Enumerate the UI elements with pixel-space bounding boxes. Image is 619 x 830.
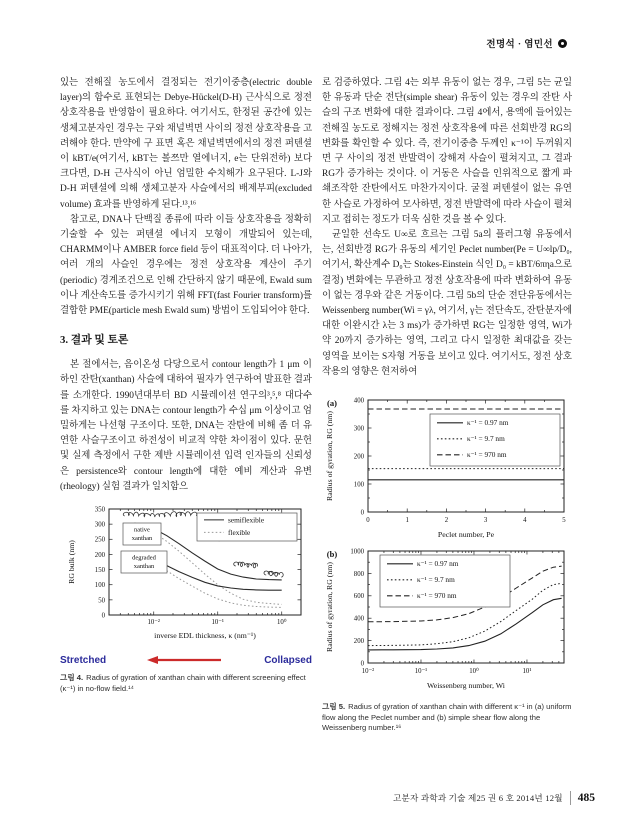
header-authors: 전명석 · 염민선: [486, 40, 553, 50]
figure-4-chart: [61, 503, 311, 653]
svg-text:10⁻²: 10⁻²: [361, 668, 375, 676]
svg-text:400: 400: [353, 397, 364, 405]
page-footer: [393, 791, 595, 805]
polymer-chain-sketch: [264, 571, 283, 577]
page-header: [486, 36, 567, 50]
footer-journal-info: 고분자 과학과 기술 제25 권 6 호 2014년 12월: [392, 793, 563, 803]
figure-4-caption-text: Radius of gyration of xanthan chain with different screening effect (κ⁻¹) in no-flow field.¹⁴: [60, 673, 306, 693]
svg-text:50: 50: [98, 597, 105, 605]
figure-5-caption: [322, 702, 572, 734]
footer-divider: [570, 791, 571, 805]
paragraph-fig4-discussion: 로 검증하였다. 그림 4는 외부 유동이 없는 경우, 그림 5는 균일한 유동과 단순 전단(simple shear) 유동이 있는 경우의 잔탄 사슬의 구조 변화에 대한 결과이다. 그림 4에서, 용액에 들어있는 전해질 농도로 정해지는 정전 상호작용에 따른 선회반경 RG의 변화를 확인할 수 있다. 즉, 전기이중층 두께인 κ⁻¹이 두꺼워지면 구 사이의 정전 반발력이 강해져 사슬이 펼쳐지고, 그 결과 RG가 증가하는 것이다. 이 거동은 사슬을 인위적으로 짧게 파쇄조작한 잔탄에서도 마찬가지이다. 굴절 퍼텐셜이 없는 유연한 사슬로 가정하여 모사하면, 정전 반발력에 따라 사슬이 펼쳐지고 접히는 정도가 더욱 심한 것을 볼 수 있다.: [322, 78, 572, 225]
svg-text:10¹: 10¹: [522, 668, 532, 676]
collapsed-label: Collapsed: [264, 654, 312, 666]
polymer-chain-sketch: [234, 562, 258, 568]
figure-4: [60, 503, 312, 694]
page-number: 485: [577, 792, 595, 804]
svg-text:4: 4: [523, 517, 527, 525]
svg-text:κ⁻¹ = 9.7 nm: κ⁻¹ = 9.7 nm: [417, 575, 455, 585]
svg-text:300: 300: [94, 521, 105, 529]
left-column: [60, 76, 312, 694]
svg-text:150: 150: [94, 567, 105, 575]
figure-5b-chart: [322, 545, 572, 695]
section-heading-results: 3. 결과 및 토론: [60, 334, 129, 347]
figure-5a-chart: [322, 388, 572, 545]
figure-5-caption-text: Radius of gyration of xanthan chain with different κ⁻¹ in (a) uniform flow along the Peclet number and (b) simple shear flow along the Weissenberg number.¹⁶: [322, 702, 572, 733]
svg-text:200: 200: [353, 638, 364, 646]
flow-direction-row: [60, 654, 312, 666]
svg-text:(b): (b): [326, 549, 338, 560]
svg-text:Radius of gyration, RG (nm): Radius of gyration, RG (nm): [325, 411, 334, 501]
figure-5: [322, 388, 572, 734]
svg-text:degraded: degraded: [132, 554, 156, 562]
svg-text:semiflexible: semiflexible: [228, 515, 265, 525]
svg-text:3: 3: [483, 517, 488, 525]
paragraph-electrostatics: 있는 전해질 농도에서 결정되는 전기이중층(electric double layer)의 함수로 표현되는 Debye-Hückel(D-H) 근사식으로 정전 상호작용을 반영함이 필요하다. 여기서도, 한정된 공간에 있는 생체고분자인 경우는 구와 채널벽면 사이의 정전 상호작용을 고려해야 한다. 만약에 구 표면 혹은 채널벽면에서의 정전 퍼텐셜이 kBT/e(여기서, kBT는 볼쯔만 열에너지, e는 단위전하) 보다 크다면, D-H 근사식이 아닌 엄밀한 수치해가 요구된다. L-J와 D-H 퍼텐셜에 의해 생체고분자 사슬에서의 배제부피(excluded volume) 효과를 반영하게 된다.¹³,¹⁶: [60, 78, 312, 210]
svg-text:xanthan: xanthan: [133, 563, 155, 571]
polymer-chain-sketch: [123, 512, 197, 517]
svg-text:400: 400: [353, 615, 364, 623]
svg-text:κ⁻¹ = 0.97 nm: κ⁻¹ = 0.97 nm: [417, 559, 459, 569]
svg-text:2: 2: [444, 517, 449, 525]
svg-text:10⁻¹: 10⁻¹: [211, 619, 224, 627]
svg-text:0: 0: [360, 660, 364, 668]
svg-text:Weissenberg number, Wi: Weissenberg number, Wi: [427, 681, 505, 691]
svg-text:κ⁻¹ = 9.7 nm: κ⁻¹ = 9.7 nm: [467, 434, 505, 444]
svg-text:κ⁻¹ = 970 nm: κ⁻¹ = 970 nm: [417, 591, 457, 601]
svg-text:1000: 1000: [350, 548, 364, 556]
svg-text:600: 600: [353, 593, 364, 601]
svg-text:10⁻²: 10⁻²: [147, 619, 160, 627]
svg-text:Radius of gyration, RG (nm): Radius of gyration, RG (nm): [325, 562, 334, 652]
paragraph-potential-models: 참고로, DNA나 단백질 종류에 따라 이들 상호작용을 정확히 기술할 수 있는 퍼텐셜 에너지 모형이 개발되어 있는데, CHARMM이나 AMBER force field 등이 대표적이다. 더 나아가, 여러 개의 사슬인 경우에는 정전 상호작용 계산이 주기(periodic) 경계조건으로 인해 간단하지 않기 때문에, Ewald sum이나 계산속도를 증가시키기 위해 FFT(fast Fourier transform)를 결합한 PME(particle mesh Ewald sum) 방법이 도입되어야 한다.: [60, 214, 312, 317]
svg-text:250: 250: [94, 536, 105, 544]
svg-text:0: 0: [360, 509, 364, 517]
svg-text:10⁻¹: 10⁻¹: [414, 668, 428, 676]
svg-text:800: 800: [353, 570, 364, 578]
right-column: [322, 76, 572, 734]
paragraph-fig5-discussion: 균일한 선속도 U∞로 흐르는 그림 5a의 플러그형 유동에서는, 선회반경 RG가 유동의 세기인 Peclet number(Pe = U∞lp/D₀, 여기서, 확산계수 D₀는 Stokes-Einstein 식인 D₀ = kBT/6πηa으로 결정) 변화에는 무관하고 정전 상호작용에 따라 변화하여 유동이 없는 경우와 같은 거동이다. 그림 5b의 단순 전단유동에서는 Weissenberg number(Wi = γλ, 여기서, γ는 전단속도, 잔탄분자에 대한 이완시간 λ는 3 ms)가 증가하면 RG는 일정한 영역, Wi가 약 20까지 증가하는 영역, 그리고 다시 일정한 최대값을 갖는 영역을 보이는 S자형 거동을 보이고 있다. 여기서도, 정전 상호작용의 영향은 현저하여: [322, 230, 572, 377]
left-arrow-icon: [145, 654, 225, 666]
svg-text:5: 5: [562, 517, 566, 525]
svg-text:1: 1: [405, 517, 409, 525]
svg-text:200: 200: [353, 453, 364, 461]
svg-text:100: 100: [353, 481, 364, 489]
svg-text:native: native: [134, 526, 150, 534]
svg-text:100: 100: [94, 582, 105, 590]
svg-text:200: 200: [94, 551, 105, 559]
svg-text:flexible: flexible: [228, 527, 251, 537]
svg-text:0: 0: [101, 612, 105, 620]
stretched-label: Stretched: [60, 654, 107, 666]
svg-text:inverse EDL thickness, κ (nm⁻¹: inverse EDL thickness, κ (nm⁻¹): [154, 631, 256, 641]
figure-4-caption-label: 그림 4.: [60, 673, 84, 683]
paragraph-xanthan-intro: 본 절에서는, 음이온성 다당으로서 contour length가 1 μm 이하인 잔탄(xanthan) 사슬에 대하여 필자가 연구하여 발표한 결과를 소개한다. 1990년대부터 BD 시뮬레이션 연구의³,⁵,⁸ 대다수를 차지하고 있는 DNA는 contour length가 수십 μm 이상이고 엄밀하게는 나선형 구조이다. 또한, DNA는 잔탄에 비해 좀 더 유연한 사슬구조이고 하전성이 비교적 약한 차이점이 있다. 문헌 및 실제 측정에서 구한 제반 시뮬레이션 입력 인자들의 신뢰성은 persistence와 contour length에 대한 예비 계산과 유변(rheology) 실험 결과가 일치함으: [60, 360, 312, 492]
svg-text:Peclet number, Pe: Peclet number, Pe: [437, 530, 495, 540]
svg-text:10⁰: 10⁰: [469, 668, 479, 676]
svg-text:300: 300: [353, 425, 364, 433]
svg-text:(a): (a): [327, 398, 337, 409]
svg-text:10⁰: 10⁰: [276, 619, 287, 627]
figure-4-caption: [60, 673, 312, 694]
svg-text:κ⁻¹ = 970 nm: κ⁻¹ = 970 nm: [467, 450, 507, 460]
svg-text:RG bulk (nm): RG bulk (nm): [67, 540, 76, 584]
svg-text:0: 0: [366, 517, 370, 525]
figure-5-caption-label: 그림 5.: [322, 702, 346, 712]
svg-text:xanthan: xanthan: [131, 535, 153, 543]
author-mark-icon: [558, 39, 567, 48]
svg-text:κ⁻¹ = 0.97 nm: κ⁻¹ = 0.97 nm: [467, 418, 509, 428]
svg-text:350: 350: [94, 506, 105, 514]
